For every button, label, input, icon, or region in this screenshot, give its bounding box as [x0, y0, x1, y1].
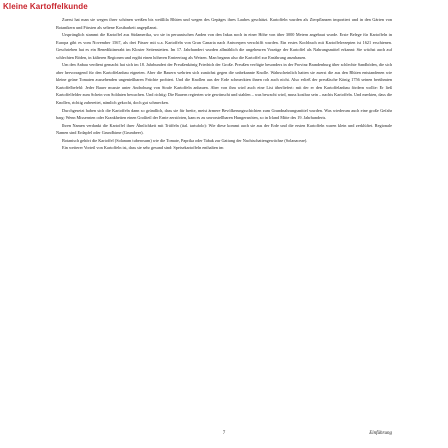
- body-text: [56, 16, 392, 152]
- paragraph: Ihren Namen verdankt die Kartoffel ihrer Ähnlichkeit mit Trüffeln (ital. tartufolo): Wie diese kommt auch sie aus der Erde und die ersten Kartoffeln waren klein und zerklüftet. Regionale Namen sind Erdapfel oder Grundbirne (Grumbeer).: [56, 122, 392, 136]
- page-number: 7: [222, 431, 226, 436]
- paragraph: Zuerst hat man sie wegen ihrer schönen weißen bis weißlila Blüten und wegen des Gepäges ihres Laubes geschätzt. Kartoffeln wurden als Zierpflanzen importiert und in den Gärten von Botanikern und Fürsten als seltene Kostbarkeit angepflanzt.: [56, 17, 392, 30]
- paragraph: Botanisch gehört die Kartoffel (Solanum tuberosum) wie die Tomate, Paprika oder Tabak zur Gattung der Nachtschattengewächse (Solanaceae).: [62, 137, 308, 143]
- document-title: Kleine Kartoffelkunde: [3, 2, 88, 11]
- paragraph: Um den Anbau verdient gemacht hat sich im 18. Jahrhundert der Preußenkönig Friedrich der Große. Preußen verfügte besonders in der Provinz Brandenburg über schlechte Sandböden, die sich aber hervorragend für den Kartoffelanbau eigneten. Aber die Bauern wehrten sich zunächst gegen die unbekannte Knolle. Wahrscheinlich hatten sie zuerst die aus den Blüten entstandenen wie kleine grüne Tomaten aussehenden ungenießbaren Früchte probiert. Und die Knollen aus der Erde schmeckten ihnen roh auch nicht. Also erließ der preußische König 1756 seinen berühmten Kartoffelbefehl: Jeder Bauer musste unter Androhung von Strafe Kartoffeln anbauen. Aber von ihm wird auch eine List überliefert: mit der er den Kartoffelanbau fördern wollte: Er ließ Kartoffelfelder zum Schein von Soldaten bewachen. Und richtig: Die Bauern regierten wie gewünscht und stahlen – was bewacht wird, muss kostbar sein – nachts Kartoffeln. Und merkten, dass die Knollen, richtig zubereitet, nämlich gekocht, doch gut schmecken.: [56, 62, 392, 106]
- paragraph: Ursprünglich stammt die Kartoffel aus Südamerika, wo sie in peruanischen Anden von den Inkas noch in einer Höhe von über 3000 Metern angebaut wurde. Erste Belege für Kartoffeln in Europa gibt es vom November 1567, als drei Fässer mit u.a. Kartoffeln von Gran Canaria nach Antwerpen verschifft wurden. Ein erstes Kochbuch mit Kartoffelrezepten ist 1621 erschienen. Geschrieben hat es ein Benediktinerabt im Kloster Seitenstetten. Im 17. Jahrhundert wurden allmählich die ungeheuren Vorzüge der Kartoffel als Nahrungsmittel erkannt: Sie wächst auch auf schlechten Böden, in kälteren Regionen und ergibt einen höheren Ernteertrag als Weizen. Man begann also die Kartoffel zur Ernährung anzubauen.: [56, 32, 392, 60]
- header-bar: [0, 0, 448, 14]
- paragraph: Ein weiterer Vorteil von Kartoffeln ist, dass sie sehr gesund sind: Speisekartoffeln enthalten im: [62, 145, 224, 151]
- paragraph: Durchgesetzt haben sich die Kartoffeln dann so gründlich, dass sie für breite, meist ärmere Bevölkerungsschichten zum Grundnahrungsmittel wurden. Was wiederum auch eine große Gefahr barg: Wenn Missernten oder Krankheiten einen Großteil der Ernte zerstörten, kam es zu unvorstellbaren Hungersnöten, so in Irland Mitte des 19. Jahrhunderts.: [56, 107, 392, 121]
- next-section-heading: Einführung: [369, 431, 392, 436]
